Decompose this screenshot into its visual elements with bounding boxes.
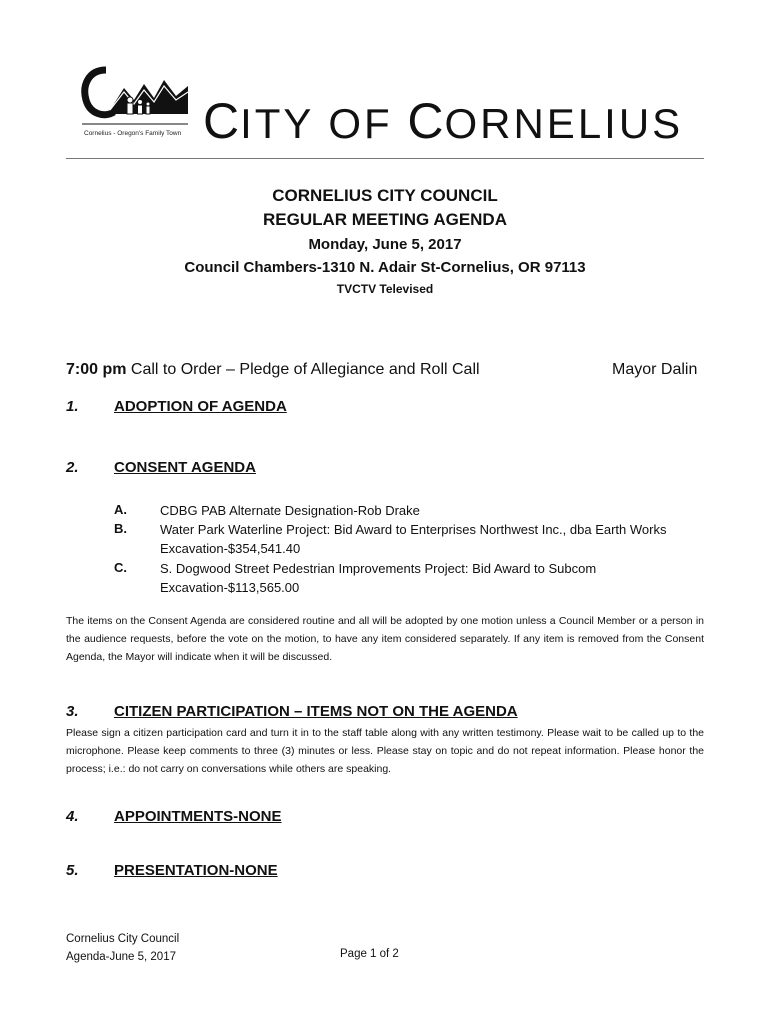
section-number: 1.: [66, 398, 79, 415]
section-number: 3.: [66, 703, 79, 720]
section-title-presentation: PRESENTATION-NONE: [114, 862, 278, 879]
consent-item-text: S. Dogwood Street Pedestrian Improvements Project: Bid Award to Subcom Excavation-$113,565.00: [160, 561, 597, 595]
meeting-date: Monday, June 5, 2017: [308, 236, 462, 253]
section-number: 5.: [66, 862, 79, 879]
city-title-rest-2: ORNELIUS: [444, 100, 684, 147]
call-to-order: [66, 361, 480, 379]
meeting-location: Council Chambers-1310 N. Adair St-Cornelius, OR 97113: [184, 259, 586, 276]
footer: [66, 930, 179, 966]
call-to-order-text: Call to Order – Pledge of Allegiance and Roll Call: [126, 361, 480, 378]
city-title-initial-1: C: [203, 93, 241, 149]
logo-caption: Cornelius - Oregon's Family Town: [84, 130, 182, 137]
footer-line-1: Cornelius City Council: [66, 933, 180, 945]
section-title-appointments: APPOINTMENTS-NONE: [114, 808, 282, 825]
consent-item-text: CDBG PAB Alternate Designation-Rob Drake: [160, 503, 420, 518]
consent-item-label: B.: [114, 521, 127, 536]
citizen-participation-note: Please sign a citizen participation card and turn it in to the staff table along with any written testimony. Please wait to be called up to the microphone. Please keep comments to three (3) minutes or less. Please stay on topic and do not repeat information. Please honor the process; i.e.: do not carry on conversations while others are speaking.: [66, 727, 704, 775]
section-number: 2.: [66, 459, 79, 476]
section-title-citizen-participation: CITIZEN PARTICIPATION – ITEMS NOT ON THE AGENDA: [114, 703, 518, 720]
footer-line-2: Agenda-June 5, 2017: [66, 951, 176, 963]
city-title-initial-2: C: [407, 93, 445, 149]
consent-agenda-note: The items on the Consent Agenda are considered routine and all will be adopted by one motion unless a Council Member or a person in the audience requests, before the vote on the motion, to have any item considered separately. If any item is removed from the Consent Agenda, the Mayor will indicate when it will be discussed.: [66, 615, 704, 663]
city-title-rest-1: ITY OF: [240, 100, 408, 147]
consent-item-label: A.: [114, 502, 127, 517]
council-heading: CORNELIUS CITY COUNCIL: [272, 186, 498, 205]
city-title: [203, 93, 684, 149]
agenda-heading: REGULAR MEETING AGENDA: [263, 210, 507, 229]
header-rule: [66, 158, 704, 159]
section-title-adoption: ADOPTION OF AGENDA: [114, 398, 287, 415]
consent-item-text: Water Park Waterline Project: Bid Award to Enterprises Northwest Inc., dba Earth Works Excavation-$354,541.40: [160, 522, 667, 556]
call-to-order-presenter: Mayor Dalin: [612, 361, 698, 378]
section-number: 4.: [66, 808, 79, 825]
call-to-order-time: 7:00 pm: [66, 361, 127, 378]
consent-item-label: C.: [114, 560, 127, 575]
page-number: Page 1 of 2: [340, 948, 399, 960]
section-title-consent: CONSENT AGENDA: [114, 459, 256, 476]
televised-note: TVCTV Televised: [336, 282, 434, 296]
